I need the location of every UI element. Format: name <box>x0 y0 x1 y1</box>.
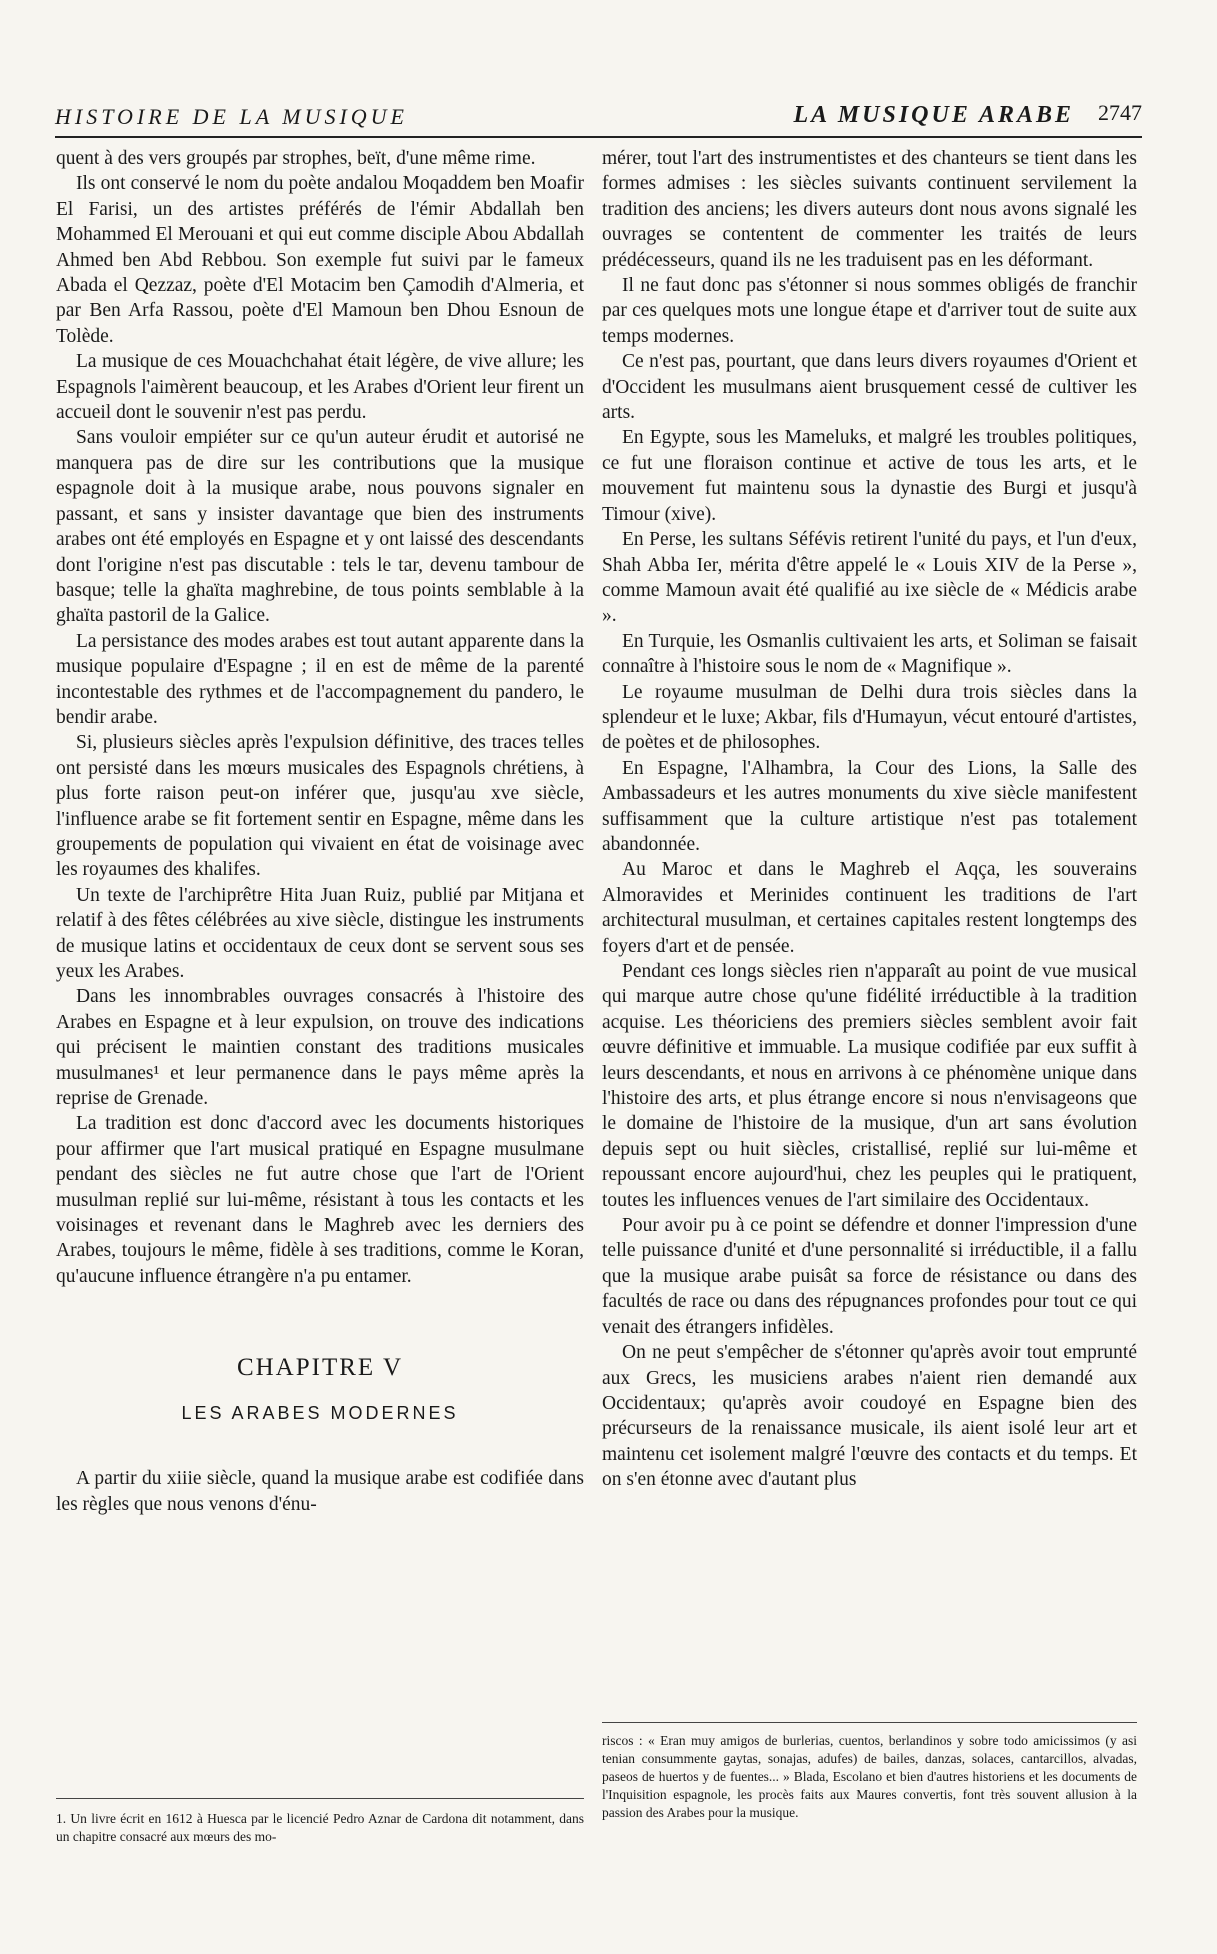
paragraph: Pendant ces longs siècles rien n'apparaît au point de vue musical qui marque autre chose qu'une fidélité irréductible à la tradition acquise. Les théoriciens des premiers siècles semblent avoir fait œuvre définitive et immuable. La musique codifiée par eux suffit à leurs descendants, et nous en arrivons à ce phénomène unique dans l'histoire des arts, et plus étrange encore si nous n'envisageons que le domaine de l'histoire de la musique, d'un art sans évolution depuis sept ou huit siècles, cristallisé, replié sur lui-même et repoussant encore aujourd'hui, chez les peuples qui le pratiquent, toutes les influences venues de l'art similaire des Occidentaux. <box>602 961 1137 1211</box>
paragraph: Sans vouloir empiéter sur ce qu'un auteur érudit et autorisé ne manquera pas de dire sur les contributions que la musique espagnole doit à la musique arabe, nous pouvons signaler en passant, et sans y insister davantage que bien des instruments arabes ont été employés en Espagne et y ont laissé des descendants dont l'origine n'est pas discutable : tels le tar, devenu tambour de basque; telle la ghaïta maghrebine, de tous points semblable à la ghaïta pastoril de la Galice. <box>56 427 584 627</box>
paragraph: Au Maroc et dans le Maghreb el Aqça, les souverains Almoravides et Merinides continuent les traditions de l'art architectural musulman, et certaines capitales restent longtemps des foyers d'art et de pensée. <box>602 859 1137 957</box>
paragraph: La musique de ces Mouachchahat était légère, de vive allure; les Espagnols l'aimèrent beaucoup, et les Arabes d'Orient leur firent un accueil dont le souvenir n'est pas perdu. <box>56 351 584 424</box>
paragraph: Dans les innombrables ouvrages consacrés à l'histoire des Arabes en Espagne et à leur expulsion, on trouve des indications qui précisent le maintien constant des traditions musicales musulmanes¹ et leur permanence dans le pays même après la reprise de Grenade. <box>56 986 584 1110</box>
left-column <box>56 146 584 1517</box>
footnote-left: 1. Un livre écrit en 1612 à Huesca par le licencié Pedro Aznar de Cardona dit notamment, dans un chapitre consacré aux mœurs des mo- <box>56 1811 584 1844</box>
footnote-right: riscos : « Eran muy amigos de burlerias, cuentos, berlandinos y sobre todo amicissimos (y asi tenian consummente gaytas, sonajas, adufes) de bailes, danzas, solaces, cantarcillos, alvadas, paseos de huertos y de fuentes... » Blada, Escolano et bien d'autres historiens et les documents de l'Inquisition espagnole, les procès faits aux Maures convertis, font très souvent allusion à la passion des Arabes pour la musique. <box>602 1733 1137 1820</box>
chapter-subtitle: LES ARABES MODERNES <box>181 1402 459 1423</box>
paragraph: En Perse, les sultans Séfévis retirent l'unité du pays, et l'un d'eux, Shah Abba Ier, mérita d'être appelé le « Louis XIV de la Perse », comme Mamoun avait été qualifié au ixe siècle de « Médicis arabe ». <box>602 529 1137 627</box>
paragraph: Le royaume musulman de Delhi dura trois siècles dans la splendeur et le luxe; Akbar, fils d'Humayun, vécut entouré d'artistes, de poètes et de philosophes. <box>602 681 1137 754</box>
header-right-title: LA MUSIQUE ARABE <box>793 102 1074 128</box>
paragraph: A partir du xiiie siècle, quand la musique arabe est codifiée dans les règles que nous venons d'énu- <box>56 1468 584 1515</box>
header-rule <box>55 136 1142 138</box>
paragraph: Il ne faut donc pas s'étonner si nous sommes obligés de franchir par ces quelques mots une longue étape et d'arriver tout de suite aux temps modernes. <box>602 275 1137 347</box>
chapter-title: CHAPITRE V <box>236 1354 404 1382</box>
paragraph: Ce n'est pas, pourtant, que dans leurs divers royaumes d'Orient et d'Occident les musulmans aient brusquement cessé de cultiver les arts. <box>602 351 1137 424</box>
paragraph: En Espagne, l'Alhambra, la Cour des Lions, la Salle des Ambassadeurs et les autres monuments du xive siècle manifestent suffisamment que la culture artistique n'est pas totalement abandonnée. <box>602 757 1137 855</box>
paragraph: La tradition est donc d'accord avec les documents historiques pour affirmer que l'art musical pratiqué en Espagne musulmane pendant des siècles ne fut autre chose que l'art de l'Orient musulman replié sur lui-même, résistant à tous les contacts et les voisinages et revenant dans le Maghreb avec les derniers des Arabes, toujours le même, fidèle à ses traditions, comme le Koran, qu'aucune influence étrangère n'a pu entamer. <box>56 1113 584 1287</box>
paragraph: Si, plusieurs siècles après l'expulsion définitive, des traces telles ont persisté dans les mœurs musicales des Espagnols chrétiens, à plus forte raison peut-on inférer que, jusqu'au xve siècle, l'influence arabe se fit fortement sentir en Espagne, même dans les groupements de population qui vivaient en état de voisinage avec les royaumes des khalifes. <box>56 732 584 881</box>
right-column <box>602 146 1137 1493</box>
paragraph: Ils ont conservé le nom du poète andalou Moqaddem ben Moafir El Farisi, un des artistes préférés de l'émir Abdallah ben Mohammed El Merouani et qui eut comme disciple Abou Abdallah Ahmed ben Abd Rebbou. Son exemple fut suivi par le fameux Abada el Qezzaz, poète d'El Motacim ben Çamodih d'Almeria, et par Ben Arfa Rassou, poète d'El Mamoun ben Dhou Esnoun de Tolède. <box>56 173 584 347</box>
paragraph: En Turquie, les Osmanlis cultivaient les arts, et Soliman se faisait connaître à l'histoire sous le nom de « Magnifique ». <box>602 630 1137 678</box>
paragraph: quent à des vers groupés par strophes, beït, d'une même rime. <box>56 148 536 169</box>
page-number: 2747 <box>1098 100 1142 125</box>
footnote-rule-right <box>602 1722 1137 1723</box>
paragraph: Un texte de l'archiprêtre Hita Juan Ruiz, publié par Mitjana et relatif à des fêtes célébrées au xive siècle, distingue les instruments de musique latins et occidentaux de ceux dont se servent sous ses yeux les Arabes. <box>56 884 584 982</box>
paragraph: mérer, tout l'art des instrumentistes et des chanteurs se tient dans les formes admises : les siècles suivants continuent servilement la tradition des anciens; les divers auteurs dont nous avons signalé les ouvrages se contentent de commenter les traités de leurs prédécesseurs, quand ils ne les traduisent pas en les déformant. <box>602 148 1137 271</box>
header-left-title: HISTOIRE DE LA MUSIQUE <box>55 104 408 129</box>
footnote-rule-left <box>56 1798 584 1799</box>
paragraph: On ne peut s'empêcher de s'étonner qu'après avoir tout emprunté aux Grecs, les musiciens arabes n'aient rien demandé aux Occidentaux; qu'après avoir coudoyé en Espagne bien des précurseurs de la renaissance musicale, ils aient isolé leur art et maintenu cet isolement malgré l'œuvre des contacts et du temps. Et on s'en étonne avec d'autant plus <box>602 1342 1137 1491</box>
paragraph: La persistance des modes arabes est tout autant apparente dans la musique populaire d'Espagne ; il en est de même de la parenté incontestable des rythmes et de l'accompagnement du pandero, le bendir arabe. <box>56 630 584 728</box>
paragraph: Pour avoir pu à ce point se défendre et donner l'impression d'une telle puissance d'unité et d'une personnalité si irréductible, il a fallu que la musique arabe puisât sa force de résistance ou dans des facultés de race ou dans des répugnances profondes pour tout ce qui venait des étrangers infidèles. <box>602 1215 1137 1338</box>
paragraph: En Egypte, sous les Mameluks, et malgré les troubles politiques, ce fut une floraison continue et active de tous les arts, et le mouvement fut maintenu sous la dynastie des Burgi et jusqu'à Timour (xive). <box>602 427 1137 525</box>
running-header <box>55 96 1142 136</box>
